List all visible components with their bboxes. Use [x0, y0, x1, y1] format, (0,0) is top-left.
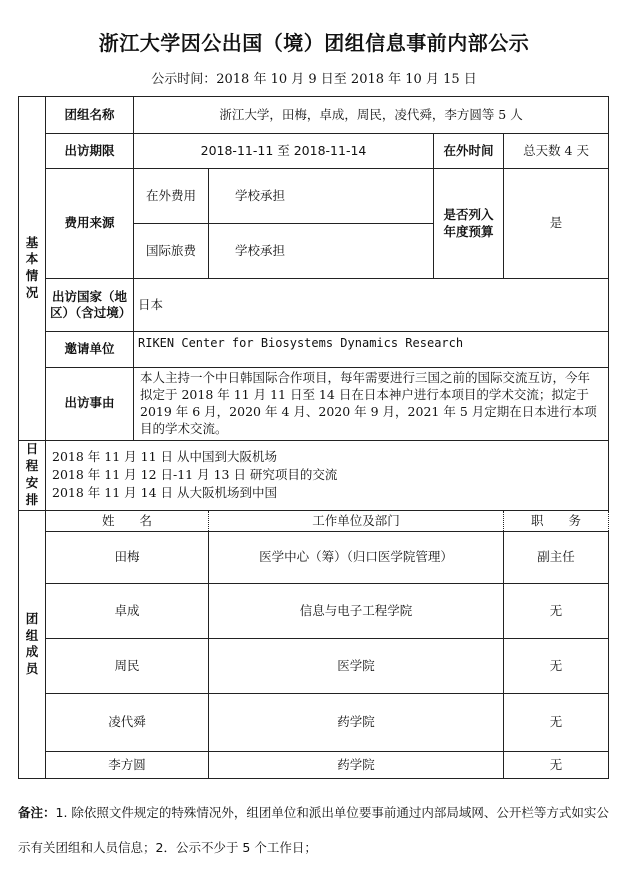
member-position: 无	[504, 752, 609, 779]
member-name: 周民	[46, 639, 209, 694]
inviter-label: 邀请单位	[46, 332, 134, 368]
member-name: 卓成	[46, 584, 209, 639]
period-value: 2018-11-11 至 2018-11-14	[134, 134, 434, 169]
group-name-value: 浙江大学，田梅，卓成，周民，凌代舜，李方圆等 5 人	[134, 97, 609, 134]
member-name: 凌代舜	[46, 694, 209, 752]
table-row	[19, 584, 609, 639]
table-row	[19, 694, 609, 752]
member-unit: 药学院	[209, 752, 504, 779]
members-header-position: 职 务	[504, 510, 609, 532]
member-unit: 医学中心（筹）（归口医学院管理）	[209, 532, 504, 584]
note-text: 1. 除依照文件规定的特殊情况外，组团单位和派出单位要事前通过内部局域网、公开栏等方式如实公示有关团组和人员信息；2．公示不少于 5 个工作日；	[18, 805, 609, 855]
funding-label: 费用来源	[46, 169, 134, 279]
note-label: 备注：	[18, 805, 56, 820]
abroad-cost-value: 学校承担	[209, 169, 434, 224]
section-schedule-label: 日 程 安 排	[19, 440, 46, 510]
member-name: 田梅	[46, 532, 209, 584]
member-unit: 医学院	[209, 639, 504, 694]
group-name-label: 团组名称	[46, 97, 134, 134]
abroad-cost-label: 在外费用	[134, 169, 209, 224]
table-row	[19, 752, 609, 779]
abroad-time-value: 总天数 4 天	[504, 134, 609, 169]
inviter-value: RIKEN Center for Biosystems Dynamics Research	[134, 332, 609, 368]
section-members-label: 团 组 成 员	[19, 510, 46, 779]
travel-cost-label: 国际旅费	[134, 224, 209, 279]
schedule-item: 2018 年 11 月 11 日 从中国到大阪机场	[52, 448, 277, 464]
members-header-name: 姓 名	[46, 510, 209, 532]
members-header-unit: 工作单位及部门	[209, 510, 504, 532]
member-position: 无	[504, 639, 609, 694]
abroad-time-label: 在外时间	[434, 134, 504, 169]
schedule-item: 2018 年 11 月 12 日-11 月 13 日 研究项目的交流	[52, 466, 338, 482]
country-label: 出访国家（地区）（含过境）	[46, 279, 134, 332]
reason-value: 本人主持一个中日韩国际合作项目，每年需要进行三国之前的国际交流互访，今年拟定于 2018 年 11 月 11 日至 14 日在日本神户进行本项目的学术交流；拟定于 2019 年 6 月，2020 年 4 月、2020 年 9 月，2021 年 5 月定期在日本进行本项目的学术交流。	[134, 368, 609, 441]
schedule-list	[46, 440, 609, 510]
member-position: 无	[504, 694, 609, 752]
footnote	[18, 795, 618, 865]
section-basic-label: 基 本 情 况	[19, 97, 46, 441]
country-value: 日本	[134, 279, 609, 332]
page-title: 浙江大学因公出国（境）团组信息事前内部公示	[98, 31, 530, 55]
travel-cost-value: 学校承担	[209, 224, 434, 279]
member-unit: 信息与电子工程学院	[209, 584, 504, 639]
publish-time: 公示时间：2018 年 10 月 9 日至 2018 年 10 月 15 日	[151, 72, 477, 87]
member-name: 李方圆	[46, 752, 209, 779]
budget-label: 是否列入年度预算	[434, 169, 504, 279]
period-label: 出访期限	[46, 134, 134, 169]
table-row	[19, 639, 609, 694]
member-position: 副主任	[504, 532, 609, 584]
budget-value: 是	[504, 169, 609, 279]
table-row	[19, 532, 609, 584]
reason-label: 出访事由	[46, 368, 134, 441]
schedule-item: 2018 年 11 月 14 日 从大阪机场到中国	[52, 485, 277, 501]
info-table	[18, 96, 609, 779]
member-position: 无	[504, 584, 609, 639]
member-unit: 药学院	[209, 694, 504, 752]
